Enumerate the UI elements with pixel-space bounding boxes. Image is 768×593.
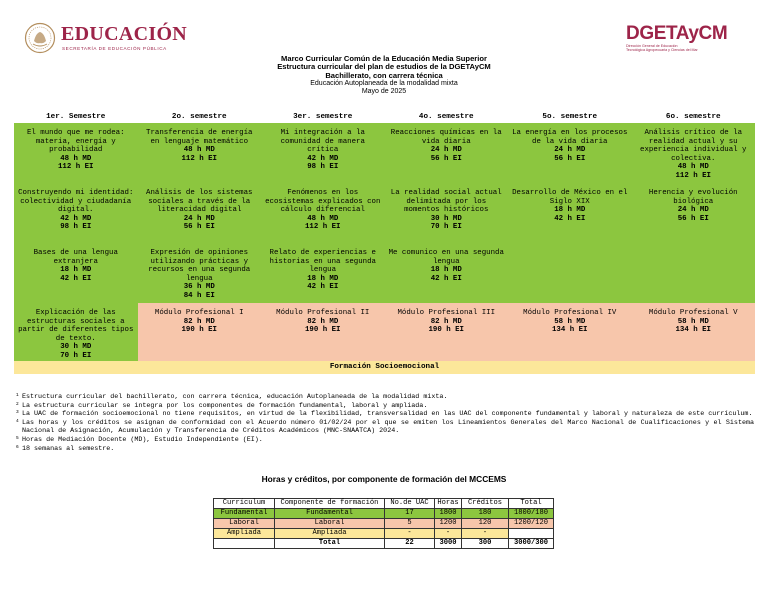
footnote [16, 402, 754, 411]
footnote-text: La estructura curricular se integra por los componentes de formación fundamental, laboral y ampliada. [22, 401, 428, 410]
curriculum-grid [14, 112, 755, 374]
dgetaycm-subtitle-1: Dirección General de Educación [626, 44, 678, 48]
subject-ei-hours: 42 h EI [60, 274, 92, 283]
footnote-text: 18 semanas al semestre. [22, 444, 115, 453]
subject-cell [261, 243, 385, 303]
module-title: Módulo Profesional I [154, 309, 244, 317]
curriculum-row [14, 243, 755, 303]
subject-cell [385, 123, 509, 183]
subject-title: Construyendo mi identidad: colectividad y ciudadanía digital. [18, 189, 134, 215]
table-cell: 3000/300 [509, 539, 554, 549]
module-ei-hours: 190 h EI [305, 326, 341, 335]
module-title: Módulo Profesional V [648, 309, 738, 317]
subject-ei-hours: 84 h EI [183, 291, 215, 300]
table-cell: 1200 [435, 519, 462, 529]
module-title: Módulo Profesional IV [523, 309, 617, 317]
module-md-hours: 58 h MD [554, 317, 586, 326]
title-line-3: Bachillerato, con carrera técnica [325, 70, 443, 80]
column-header: Horas [435, 499, 462, 509]
empty-cell [508, 243, 632, 303]
subject-cell [14, 183, 138, 243]
subject-title: Herencia y evolución biológica [648, 189, 738, 206]
column-header: Créditos [462, 499, 509, 509]
credits-row-total [214, 539, 554, 549]
module-title: Módulo Profesional II [276, 309, 370, 317]
subject-md-hours: 24 h MD [183, 214, 215, 223]
subject-ei-hours: 70 h EI [430, 223, 462, 232]
educacion-logo [24, 20, 188, 60]
subject-cell [138, 183, 262, 243]
table-cell: - [462, 529, 509, 539]
module-ei-hours: 134 h EI [675, 326, 711, 335]
table-cell: - [385, 529, 435, 539]
table-cell: 1800 [435, 509, 462, 519]
curriculum-row [14, 123, 755, 183]
title-line-2: Estructura curricular del plan de estudios de la DGETAyCM [277, 62, 491, 72]
subject-title: Reacciones químicas en la vida diaria [390, 129, 502, 146]
table-cell: 3000 [435, 539, 462, 549]
table-cell: 180 [462, 509, 509, 519]
footnote-number: 6 [16, 444, 19, 450]
national-seal-icon [24, 22, 56, 54]
subject-ei-hours: 112 h EI [58, 163, 94, 172]
subject-cell [261, 183, 385, 243]
subject-ei-hours: 56 h EI [183, 223, 215, 232]
subject-ei-hours: 56 h EI [554, 154, 586, 163]
footnote [16, 419, 754, 436]
subject-title: Explicación de las estructuras sociales a partir de diferentes tipos de texto. [18, 309, 134, 343]
subject-cell [261, 123, 385, 183]
semester-header: 4o. semestre [418, 113, 474, 121]
curriculum-row [14, 183, 755, 243]
subject-md-hours: 42 h MD [60, 214, 92, 223]
educacion-subtitle: SECRETARÍA DE EDUCACIÓN PÚBLICA [62, 46, 167, 51]
module-cell [138, 303, 262, 361]
module-md-hours: 82 h MD [430, 317, 462, 326]
subject-md-hours: 48 h MD [60, 154, 92, 163]
dgetaycm-wordmark: DGETAyCM [626, 23, 728, 44]
subject-title: Fenómenos en los ecosistemas explicados con cálculo diferencial [265, 189, 381, 215]
footnote-text: Estructura curricular del bachillerato, con carrera técnica, educación Autoplaneada de la modalidad mixta. [22, 393, 448, 401]
footnote-number: 5 [16, 435, 19, 441]
subject-cell [14, 123, 138, 183]
subject-title: Análisis de los sistemas sociales a través de la literacidad digital [146, 189, 253, 215]
subject-ei-hours: 112 h EI [675, 171, 711, 180]
subject-cell [632, 123, 756, 183]
semester-header-row [14, 112, 755, 123]
subject-md-hours: 24 h MD [430, 146, 462, 155]
subject-title: Expresión de opiniones utilizando prácticas y recursos en una segunda lengua [148, 249, 251, 283]
subject-cell [508, 123, 632, 183]
subject-ei-hours: 42 h EI [430, 274, 462, 283]
footnote-text: Las horas y los créditos se asignan de conformidad con el Acuerdo número 01/02/24 por el que se emiten los Lineamientos Generales del Marco Nacional de Cualificaciones y el Sistema Nacional de Asignación, Acumulación y Transferencia de Créditos Académicos (MNC-SNAATCA) 2024. [22, 418, 754, 436]
subject-ei-hours: 42 h EI [307, 283, 339, 292]
table-cell: 300 [462, 539, 509, 549]
footnote-number: 3 [16, 410, 19, 416]
table-cell [509, 529, 554, 539]
table-cell: Fundamental [275, 509, 385, 519]
subject-title: Relato de experiencias e historias en una segunda lengua [269, 249, 376, 275]
table-cell [214, 539, 275, 549]
empty-cell [632, 243, 756, 303]
subject-title: Me comunico en una segunda lengua [388, 249, 504, 266]
title-line-1: Marco Curricular Común de la Educación Media Superior [281, 54, 487, 63]
subject-cell [14, 243, 138, 303]
module-ei-hours: 134 h EI [552, 326, 588, 335]
subject-ei-hours: 98 h EI [307, 163, 339, 172]
subject-md-hours: 30 h MD [60, 343, 92, 352]
footnote [16, 445, 754, 454]
table-cell: Laboral [214, 519, 275, 529]
table-cell: 120 [462, 519, 509, 529]
column-header: Currículum [214, 499, 275, 509]
subject-title: La realidad social actual delimitada por los momentos históricos [390, 189, 502, 215]
subject-ei-hours: 42 h EI [554, 214, 586, 223]
table-cell: Ampliada [275, 529, 385, 539]
subject-cell [138, 243, 262, 303]
subject-title: Bases de una lengua extranjera [33, 249, 118, 266]
subject-title: Mi integración a la comunidad de manera crítica [280, 129, 365, 155]
document-titles [0, 55, 768, 96]
dgetaycm-logo [626, 24, 736, 54]
table-cell: 1800/180 [509, 509, 554, 519]
subject-title: Desarrollo de México en el Siglo XIX [512, 189, 628, 206]
column-header: Componente de formación [275, 499, 385, 509]
table-cell: Ampliada [214, 529, 275, 539]
footnote-number: 4 [16, 418, 19, 424]
socioemocional-bar: Formación Socioemocional [14, 361, 755, 374]
module-cell [508, 303, 632, 361]
dgetaycm-subtitle-2: Tecnológica Agropecuaria y Ciencias del Mar [626, 48, 698, 52]
column-header: Total [509, 499, 554, 509]
educacion-wordmark: EDUCACIÓN [61, 23, 188, 45]
subject-cell [385, 243, 509, 303]
curriculum-row [14, 303, 755, 361]
table-cell: Laboral [275, 519, 385, 529]
subject-ei-hours: 56 h EI [430, 154, 462, 163]
module-cell [261, 303, 385, 361]
column-header: No.de UAC [385, 499, 435, 509]
table-cell: - [435, 529, 462, 539]
subject-ei-hours: 70 h EI [60, 351, 92, 360]
subject-md-hours: 36 h MD [183, 283, 215, 292]
subject-md-hours: 24 h MD [677, 206, 709, 215]
subject-title: La energía en los procesos de la vida diaria [512, 129, 628, 146]
credits-table-title: Horas y créditos, por componente de formación del MCCEMS [261, 474, 507, 484]
module-ei-hours: 190 h EI [428, 326, 464, 335]
subject-md-hours: 18 h MD [554, 206, 586, 215]
subject-md-hours: 18 h MD [60, 266, 92, 275]
subject-ei-hours: 98 h EI [60, 223, 92, 232]
subject-md-hours: 18 h MD [307, 274, 339, 283]
footnote [16, 393, 754, 402]
footnote-text: Horas de Mediación Docente (MD), Estudio Independiente (EI). [22, 435, 263, 444]
table-cell: 1200/120 [509, 519, 554, 529]
subject-md-hours: 48 h MD [183, 146, 215, 155]
credits-row-fundamental [214, 509, 554, 519]
footnote [16, 436, 754, 445]
module-cell [385, 303, 509, 361]
subject-md-hours: 18 h MD [430, 266, 462, 275]
subject-cell [632, 183, 756, 243]
table-cell: Fundamental [214, 509, 275, 519]
module-ei-hours: 190 h EI [181, 326, 217, 335]
table-cell: 5 [385, 519, 435, 529]
table-cell: 22 [385, 539, 435, 549]
credits-table [213, 498, 554, 549]
subject-title: El mundo que me rodea: materia, energía y probabilidad [26, 129, 125, 155]
subject-md-hours: 48 h MD [307, 214, 339, 223]
module-md-hours: 58 h MD [677, 317, 709, 326]
semester-header: 5o. semestre [542, 113, 598, 121]
subject-md-hours: 24 h MD [554, 146, 586, 155]
semester-header: 3er. semestre [293, 113, 353, 121]
subject-cell [508, 183, 632, 243]
semester-header: 2o. semestre [171, 113, 227, 121]
credits-row-laboral [214, 519, 554, 529]
subject-cell [385, 183, 509, 243]
subject-ei-hours: 56 h EI [677, 214, 709, 223]
subject-md-hours: 48 h MD [677, 163, 709, 172]
table-cell: Total [275, 539, 385, 549]
table-cell: 17 [385, 509, 435, 519]
module-cell [632, 303, 756, 361]
credits-header-row [214, 499, 554, 509]
module-title: Módulo Profesional III [397, 309, 496, 317]
title-line-5: Mayo de 2025 [361, 88, 407, 96]
module-md-hours: 82 h MD [307, 317, 339, 326]
subject-md-hours: 42 h MD [307, 154, 339, 163]
module-md-hours: 82 h MD [183, 317, 215, 326]
subject-md-hours: 30 h MD [430, 214, 462, 223]
credits-row-ampliada [214, 529, 554, 539]
footnotes [16, 393, 754, 453]
subject-cell [14, 303, 138, 361]
footnote [16, 410, 754, 419]
footnote-number: 2 [16, 401, 19, 407]
subject-ei-hours: 112 h EI [181, 154, 217, 163]
footnote-number: 1 [16, 393, 19, 398]
subject-title: Análisis crítico de la realidad actual y su experiencia individual y colectiva. [640, 129, 747, 163]
subject-cell [138, 123, 262, 183]
subject-title: Transferencia de energía en lenguaje matemático [146, 129, 253, 146]
semester-header: 1er. Semestre [46, 113, 106, 121]
subject-ei-hours: 112 h EI [305, 223, 341, 232]
title-line-4: Educación Autoplaneada de la modalidad mixta [310, 79, 458, 87]
footnote-text: La UAC de formación socioemocional no tiene requisitos, en virtud de la flexibilidad, transversalidad en las UAC del componente fundamental y laboral y naturaleza de este currículum. [22, 410, 753, 419]
semester-header: 6o. semestre [665, 113, 721, 121]
